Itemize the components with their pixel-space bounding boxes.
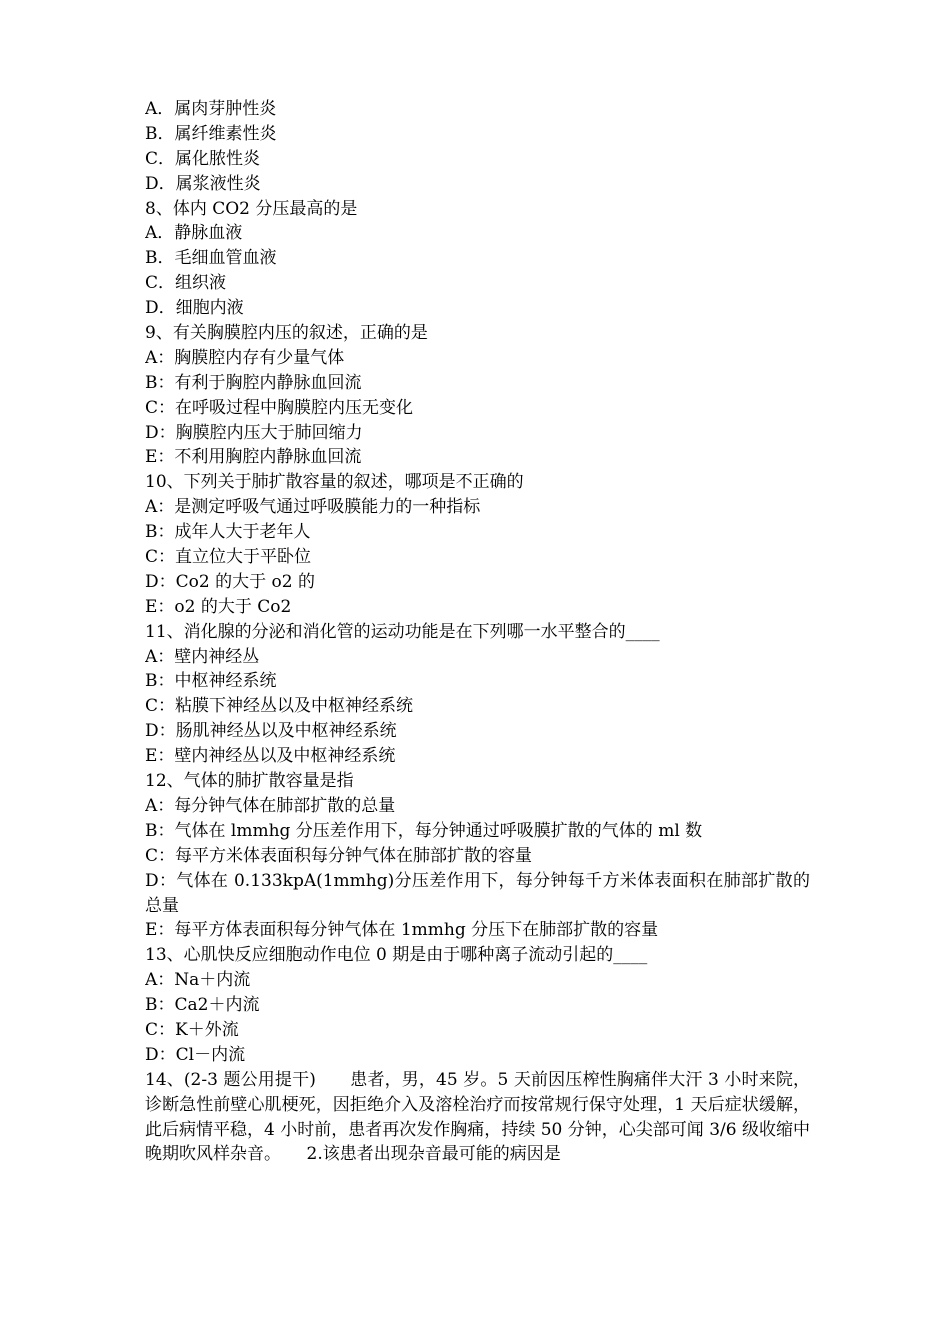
option-line: B．毛细血管血液 bbox=[145, 248, 277, 269]
option-line: D：肠肌神经丛以及中枢神经系统 bbox=[145, 721, 397, 742]
option-line: C．属化脓性炎 bbox=[145, 148, 261, 169]
option-line: C：K＋外流 bbox=[145, 1019, 239, 1040]
question-13: 13、心肌快反应细胞动作电位 0 期是由于哪种离子流动引起的____ bbox=[145, 945, 648, 966]
option-line: A：是测定呼吸气通过呼吸膜能力的一种指标 bbox=[145, 497, 481, 518]
option-line: D．细胞内液 bbox=[145, 298, 244, 319]
option-line: E：o2 的大于 Co2 bbox=[145, 596, 292, 617]
option-line: D：胸膜腔内压大于肺回缩力 bbox=[145, 422, 363, 443]
option-line: D．属浆液性炎 bbox=[145, 173, 261, 194]
option-line: C：直立位大于平卧位 bbox=[145, 547, 312, 568]
option-line: B．属纤维素性炎 bbox=[145, 123, 277, 144]
option-line: D：Co2 的大于 o2 的 bbox=[145, 571, 315, 592]
question-8: 8、体内 CO2 分压最高的是 bbox=[145, 198, 358, 219]
option-line: B：成年人大于老年人 bbox=[145, 522, 311, 543]
option-line: A．属肉芽肿性炎 bbox=[145, 99, 277, 119]
option-line: C．组织液 bbox=[145, 273, 227, 294]
option-line: E：每平方体表面积每分钟气体在 1mmhg 分压下在肺部扩散的容量 bbox=[145, 920, 659, 941]
question-14: 14、(2-3 题公用提干) 患者，男，45 岁。5 天前因压榨性胸痛伴大汗 3 小时来院，诊断急性前壁心肌梗死，因拒绝介入及溶栓治疗而按常规行保守处理，1 天后症状缓解，此后病情平稳，4 小时前，患者再次发作胸痛，持续 50 分钟，心尖部可闻 3/6 级收缩中晚期吹风样杂音。 2.该患者出现杂音最可能的病因是 bbox=[145, 1069, 810, 1165]
question-11: 11、消化腺的分泌和消化管的运动功能是在下列哪一水平整合的____ bbox=[145, 621, 660, 642]
option-line: E：壁内神经丛以及中枢神经系统 bbox=[145, 746, 396, 767]
option-line: B：中枢神经系统 bbox=[145, 671, 277, 692]
question-12: 12、气体的肺扩散容量是指 bbox=[145, 771, 354, 792]
option-line: C：在呼吸过程中胸膜腔内压无变化 bbox=[145, 397, 414, 418]
option-line: C：每平方米体表面积每分钟气体在肺部扩散的容量 bbox=[145, 845, 533, 866]
option-line: A．静脉血液 bbox=[145, 223, 243, 244]
question-9: 9、有关胸膜腔内压的叙述，正确的是 bbox=[145, 323, 428, 344]
document-page bbox=[145, 97, 810, 1167]
option-paragraph: D：气体在 0.133kpA(1mmhg)分压差作用下，每分钟每千方米体表面积在肺部扩散的总量 bbox=[145, 870, 810, 916]
option-line: A：壁内神经丛 bbox=[145, 646, 260, 667]
question-10: 10、下列关于肺扩散容量的叙述，哪项是不正确的 bbox=[145, 472, 524, 493]
option-line: B：有利于胸腔内静脉血回流 bbox=[145, 372, 362, 393]
option-line: A：每分钟气体在肺部扩散的总量 bbox=[145, 795, 396, 816]
option-line: D：Cl－内流 bbox=[145, 1044, 246, 1065]
option-line: A：Na＋内流 bbox=[145, 970, 251, 991]
option-line: B：气体在 lmmhg 分压差作用下，每分钟通过呼吸膜扩散的气体的 ml 数 bbox=[145, 820, 703, 841]
option-line: A：胸膜腔内存有少量气体 bbox=[145, 347, 345, 368]
option-line: C：粘膜下神经丛以及中枢神经系统 bbox=[145, 696, 414, 717]
option-line: B：Ca2＋内流 bbox=[145, 995, 260, 1016]
option-line: E：不利用胸腔内静脉血回流 bbox=[145, 447, 362, 468]
